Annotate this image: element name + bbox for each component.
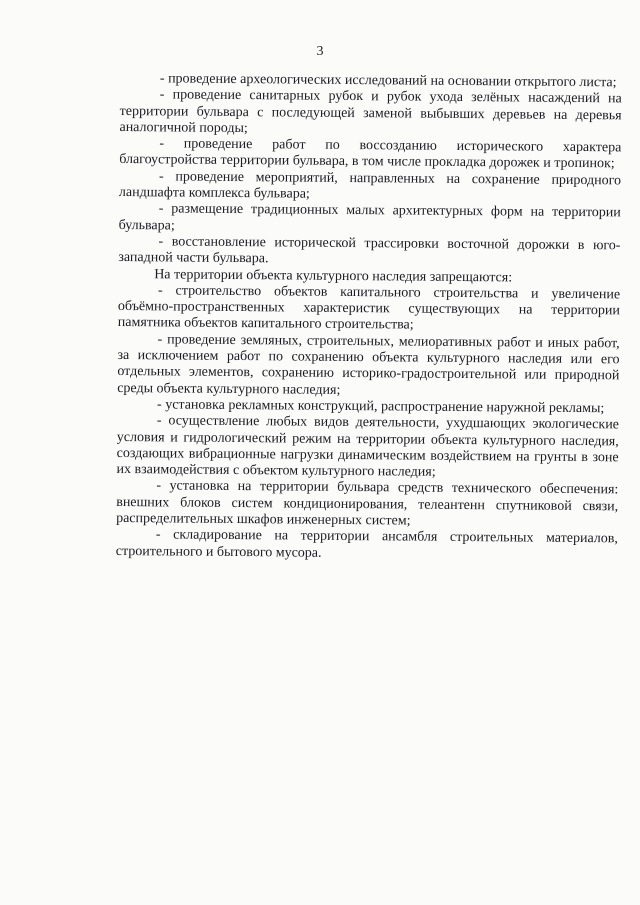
list-item-ecology-ban: - осуществление любых видов деятельности, ухудшающих экологические условия и гидрологический режим на территории объекта культурного наследия, создающих вибрационные нагрузки динамическим воздействием на грунты в зоне их взаимодействия с объектом культурного наследия; [116,413,619,480]
list-item-path-restoration: - восстановление исторической трассировки восточной дорожки в юго-западной части бульвара. [118,234,621,267]
list-item-landscaping-restoration: - проведение работ по воссозданию исторического характера благоустройства территории бульвара, в том числе прокладка дорожек и тропинок; [119,136,622,172]
list-item-archaeological-research: - проведение археологических исследований на основании открытого листа; [159,71,617,91]
document-body [116,71,622,564]
page-number: 3 [316,44,324,59]
list-item-storage-ban: - складирование на территории ансамбля строительных материалов, строительного и бытового мусора. [115,527,618,561]
list-item-sanitary-felling: - проведение санитарных рубок и рубок ухода зелёных насаждений на территории бульвара с последующей заменой выбывших деревьев на деревья аналогичной породы; [119,87,622,137]
list-item-earthworks-ban: - проведение земляных, строительных, мелиоративных работ и иных работ, за исключением работ по сохранению объекта культурного наследия или его отдельных элементов, сохранению историко-градостроительной или природной среды объекта культурного наследия; [117,332,620,398]
list-item-technical-equipment-ban: - установка на территории бульвара средств технического обеспечения: внешних блоков систем кондиционирования, телеантенн спутниковой связи, распределительных шкафов инженерных систем; [116,478,619,529]
list-item-landscape-preservation: - проведение мероприятий, направленных на сохранение природного ландшафта комплекса бульвара; [118,169,622,202]
list-item-advertising-ban: - установка рекламных конструкций, распространение наружной рекламы; [157,397,605,417]
list-item-construction-ban: - строительство объектов капитального строительства и увеличение объёмно-пространственных характеристик существующих на территории памятника объектов капитального строительства; [117,283,621,334]
list-item-small-architectural-forms: - размещение традиционных малых архитектурных форм на территории бульвара; [118,201,621,234]
prohibitions-heading: На территории объекта культурного наследия запрещаются: [154,266,513,285]
